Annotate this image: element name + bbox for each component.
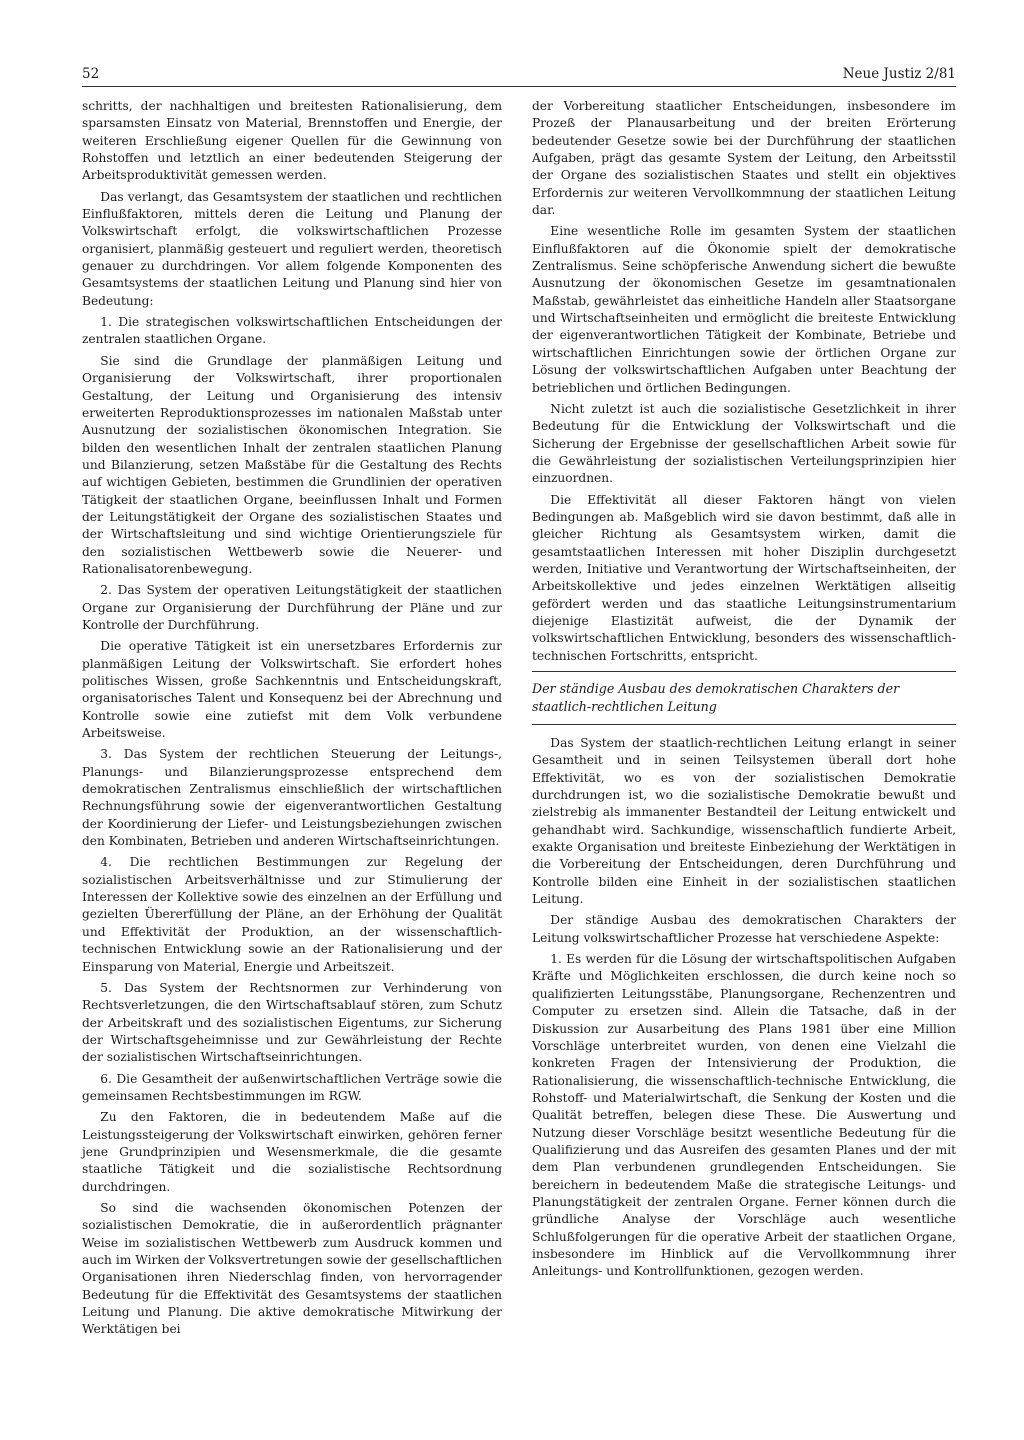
paragraph: 4. Die rechtlichen Bestimmungen zur Regelung der sozialistischen Arbeitsverhältnisse und zur Stimulierung der Interessen der Kollektive sowie des einzelnen an der Erfüllung und gezielten Übererfüllung der Pläne, an der Erhöhung der Qualität und Effektivität der Produktion, an der wissenschaftlich-technischen Entwicklung sowie an der Rationalisierung und der Einsparung von Material, Energie und Arbeitszeit. <box>82 855 502 974</box>
paragraph: schritts, der nachhaltigen und breitesten Rationalisierung, dem sparsamsten Einsatz von Material, Brennstoffen und Energie, der weiteren Erschließung eigener Quellen für die Gewinnung von Rohstoffen und letztlich an einer bedeutenden Steigerung der Arbeitsproduktivität gemessen werden. <box>82 99 502 183</box>
paragraph: 3. Das System der rechtlichen Steuerung der Leitungs-, Planungs- und Bilanzierungsprozesse entsprechend dem demokratischen Zentralismus einschließlich der wirtschaftlichen Rechnungsführung sowie der eigenverantwortlichen Gestaltung der Koordinierung der Liefer- und Leistungsbeziehungen zwischen den Kombinaten, Betrieben und anderen Wirtschaftseinrichtungen. <box>82 747 502 849</box>
paragraph: 1. Die strategischen volkswirtschaftlichen Entscheidungen der zentralen staatlichen Organe. <box>82 315 502 347</box>
paragraph: Der ständige Ausbau des demokratischen Charakters der Leitung volkswirtschaftlicher Prozesse hat verschiedene Aspekte: <box>532 913 956 945</box>
paragraph: 1. Es werden für die Lösung der wirtschaftspolitischen Aufgaben Kräfte und Möglichkeiten erschlossen, die durch keine noch so qualifizierten Leitungsstäbe, Planungsorgane, Rechenzentren und Computer zu ersetzen sind. Allein die Tatsache, daß in der Diskussion zur Ausarbeitung des Plans 1981 über eine Million Vorschläge unterbreitet wurden, von denen eine Vielzahl die konkreten Fragen der Intensivierung der Produktion, die Rationalisierung, die wissenschaftlich-technische Entwicklung, die Rohstoff- und Materialwirtschaft, die Senkung der Kosten und die Qualität betreffen, belegen diese These. Die Auswertung und Nutzung dieser Vorschläge besitzt wesentliche Bedeutung für die Qualifizierung und das Ausreifen des gesamten Planes und der mit dem Plan verbundenen grundlegenden Entscheidungen. Sie bereichern in bedeutendem Maße die strategische Leitungs- und Planungstätigkeit der zentralen Organe. Ferner können durch die gründliche Analyse der Vorschläge auch wesentliche Schlußfolgerungen für die operative Arbeit der staatlichen Organe, insbesondere im Hinblick auf die Vervollkommnung ihrer Anleitungs- und Kontrollfunktionen, gezogen werden. <box>532 952 956 1279</box>
paragraph: 6. Die Gesamtheit der außenwirtschaftlichen Verträge sowie die gemeinsamen Rechtsbestimmungen im RGW. <box>82 1071 502 1103</box>
section-heading: Der ständige Ausbau des demokratischen Charakters der staatlich-rechtlichen Leitung <box>532 681 900 714</box>
paragraph: Die operative Tätigkeit ist ein unersetzbares Erfordernis zur planmäßigen Leitung der Volkswirtschaft. Sie erfordert hohes politisches Wissen, große Sachkenntnis und Entscheidungskraft, organisatorisches Talent und Konsequenz bei der Abrechnung und Kontrolle sowie eine zutiefst mit dem Volk verbundene Arbeitsweise. <box>82 639 502 741</box>
paragraph: Die Effektivität all dieser Faktoren hängt von vielen Bedingungen ab. Maßgeblich wird sie davon bestimmt, daß alle in gleicher Richtung als Gesamtsystem wirken, damit die gesamtstaatlichen Interessen mit hoher Disziplin durchgesetzt werden, Initiative und Verantwortung der Wirtschaftseinheiten, der Arbeitskollektive und jedes einzelnen Werktätigen allseitig gefördert werden und das staatliche Leitungsinstrumentarium diejenige Elastizität aufweist, die der Dynamik der volkswirtschaftlichen Entwicklung, besonders des wissenschaftlich-technischen Fortschritts, entspricht. <box>532 492 956 663</box>
paragraph: Eine wesentliche Rolle im gesamten System der staatlichen Einflußfaktoren auf die Ökonomie spielt der demokratische Zentralismus. Seine schöpferische Anwendung sichert die bewußte Ausnutzung der ökonomischen Gesetze im gesamtnationalen Maßstab, gewährleistet das einheitliche Handeln aller Staatsorgane und Wirtschaftseinheiten und ermöglicht die breiteste Entwicklung der eigenverantwortlichen Tätigkeit der Kombinate, Betriebe und wirtschaftlichen Einrichtungen sowie der örtlichen Organe zur Lösung der volkswirtschaftlichen Aufgaben unter Beachtung der betrieblichen und örtlichen Bedingungen. <box>532 224 956 395</box>
paragraph: Das verlangt, das Gesamtsystem der staatlichen und rechtlichen Einflußfaktoren, mittels deren die Leitung und Planung der Volkswirtschaft erfolgt, die volkswirtschaftlichen Prozesse organisiert, planmäßig gesteuert und reguliert werden, theoretisch genauer zu durchdringen. Vor allem folgende Komponenten des Gesamtsystems der staatlichen Leitung und Planung sind hier von Bedeutung: <box>82 189 502 308</box>
paragraph: 2. Das System der operativen Leitungstätigkeit der staatlichen Organe zur Organisierung der Durchführung der Pläne und zur Kontrolle der Durchführung. <box>82 583 502 632</box>
paragraph: Das System der staatlich-rechtlichen Leitung erlangt in seiner Gesamtheit und in seinen Teilsystemen überall dort hohe Effektivität, wo es von der sozialistischen Demokratie durchdrungen ist, wo die sozialistische Demokratie bewußt und zielstrebig als immanenter Bestandteil der Leitung entwickelt und gehandhabt wird. Sachkundige, wissenschaftlich fundierte Arbeit, exakte Organisation und breiteste Einbeziehung der Werktätigen in die Vorbereitung der Entscheidungen, deren Durchführung und Kontrolle bilden eine Einheit in der sozialistischen staatlichen Leitung. <box>532 736 956 907</box>
paragraph: So sind die wachsenden ökonomischen Potenzen der sozialistischen Demokratie, die in außerordentlich prägnanter Weise im sozialistischen Wettbewerb zum Ausdruck kommen und auch im Wirken der Volksvertretungen sowie der gesellschaftlichen Organisationen ihren Niederschlag finden, von hervorragender Bedeutung für die Effektivität des Gesamtsystems der staatlichen Leitung und Planung. Die aktive demokratische Mitwirkung der Werktätigen bei <box>82 1200 502 1337</box>
paragraph: Nicht zuletzt ist auch die sozialistische Gesetzlichkeit in ihrer Bedeutung für die Entwicklung der Volkswirtschaft und die Sicherung der Ergebnisse der gesellschaftlichen Arbeit sowie für die Gewährleistung der sozialistischen Verteilungsprinzipien hier einzuordnen. <box>532 401 956 486</box>
left-column <box>82 98 502 1343</box>
page-number: 52 <box>82 66 100 82</box>
paragraph: 5. Das System der Rechtsnormen zur Verhinderung von Rechtsverletzungen, die den Wirtschaftsablauf stören, zum Schutz der Arbeitskraft und des sozialistischen Eigentums, zur Sicherung der Wirtschaftsgeheimnisse und zur Gewährleistung der Rechte der sozialistischen Wirtschaftseinrichtungen. <box>82 980 502 1065</box>
paragraph: der Vorbereitung staatlicher Entscheidungen, insbesondere im Prozeß der Planausarbeitung und der breiten Erörterung bedeutender Gesetze sowie bei der Durchführung der staatlichen Aufgaben, prägt das gesamte System der Leitung, den Arbeitsstil der Organe des sozialistischen Staates und stellt ein objektives Erfordernis zur weiteren Vervollkommnung der staatlichen Leitung dar. <box>532 99 956 218</box>
paragraph: Zu den Faktoren, die in bedeutendem Maße auf die Leistungssteigerung der Volkswirtschaft einwirken, gehören ferner jene Grundprinzipien und Wesensmerkmale, die die gesamte staatliche Tätigkeit und die sozialistische Rechtsordnung durchdringen. <box>82 1110 502 1194</box>
page-header <box>82 64 956 87</box>
section-heading-box <box>532 671 956 725</box>
right-column <box>532 98 956 1285</box>
paragraph: Sie sind die Grundlage der planmäßigen Leitung und Organisierung der Volkswirtschaft, ihrer proportionalen Gestaltung, der Leitung und Organisierung des intensiv erweiterten Reproduktionsprozesses im nationalen Maßstab unter Ausnutzung der sozialistischen ökonomischen Integration. Sie bilden den wesentlichen Inhalt der zentralen staatlichen Planung und Bilanzierung, setzen Maßstäbe für die Gestaltung des Rechts auf wichtigen Gebieten, bestimmen die Grundlinien der operativen Tätigkeit der staatlichen Organe, beeinflussen Inhalt und Formen der Leitungstätigkeit der Organe des sozialistischen Staates und der Wirtschaftsleitung und sind wichtige Orientierungsziele für den sozialistischen Wettbewerb sowie die Neuerer- und Rationalisatorenbewegung. <box>82 353 502 576</box>
journal-title: Neue Justiz 2/81 <box>842 66 956 82</box>
